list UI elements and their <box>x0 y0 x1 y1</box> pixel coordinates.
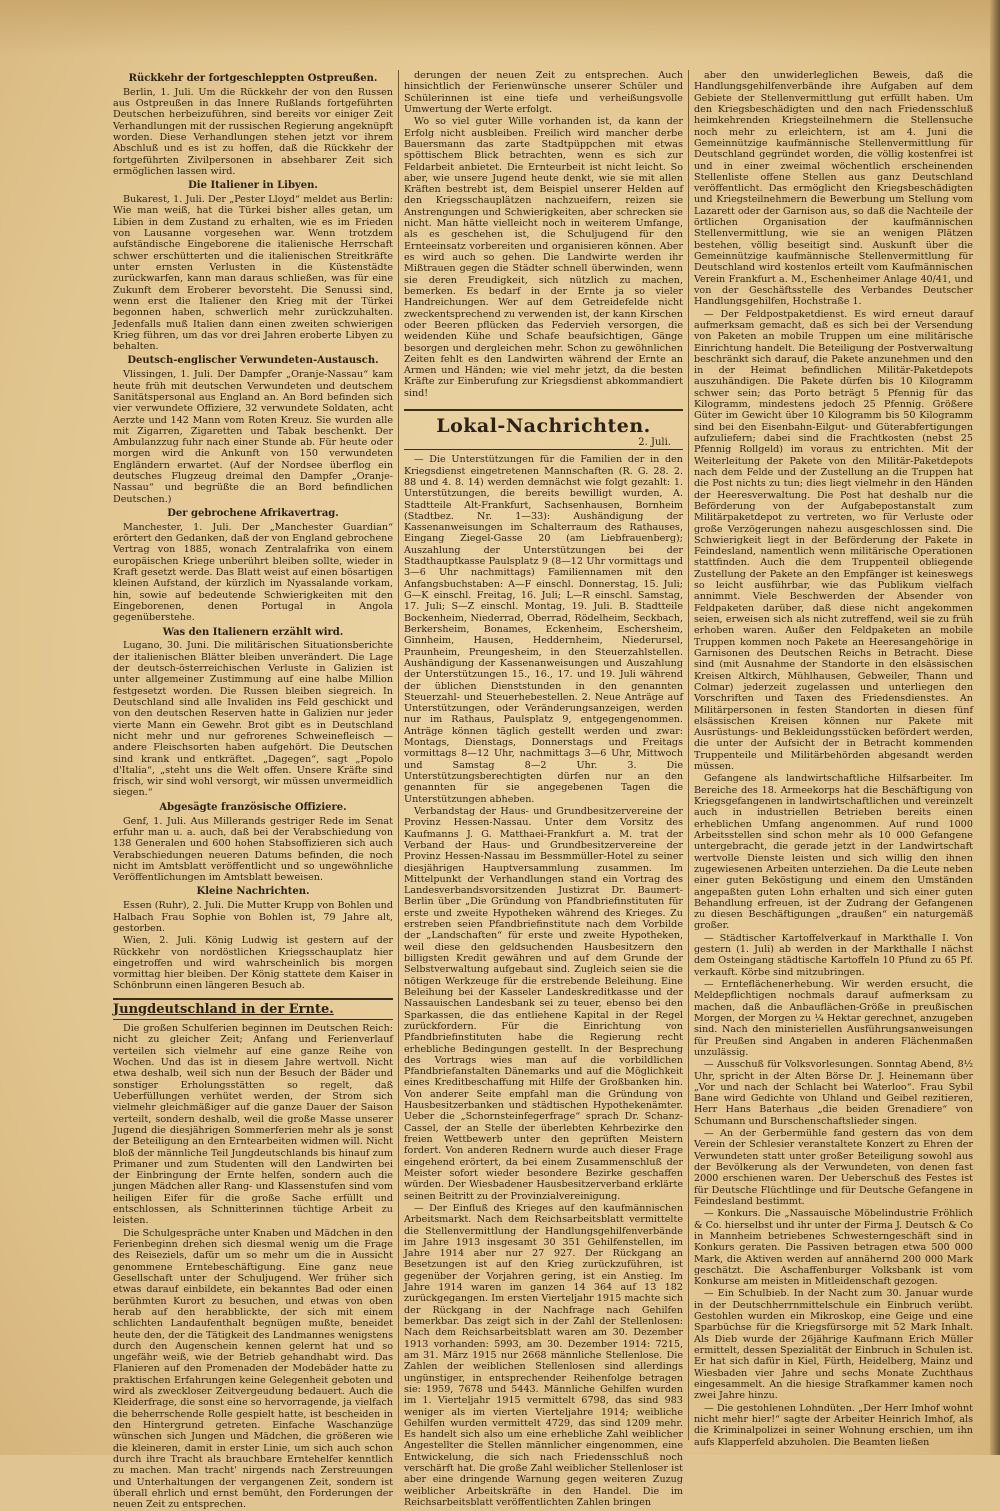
article-paragraph: — Ein Schulbieb. In der Nacht zum 30. Januar wurde in der Deutschherrnmittelschule ein Einbruch verübt. Gestohlen wurden ein Mikroskop, eine Geige und eine Sparbüchse für die Kriegsfürsorge mit 52 Mark Inhalt. Als Dieb wurde der 26jährige Kaufmann Erich Müller ermittelt, dessen Spezialität der Einbruch in Schulen ist. Er hat sich dafür in Kiel, Fürth, Heidelberg, Mainz und Wiesbaden vier Jahre und sechs Monate Zuchthaus eingesammelt. An die hiesige Strafkammer kamen noch zwei Jahre hinzu. <box>694 1288 973 1402</box>
article-paragraph: Gefangene als landwirtschaftliche Hilfsarbeiter. Im Bereiche des 18. Armeekorps hat die Beschäftigung von Kriegsgefangenen in landwirtschaftlichen und vereinzelt auch in industriellen Betrieben bereits einen erheblichen Umfang angenommen. Auf rund 1000 Arbeitsstellen sind schon mehr als 10 000 Gefangene untergebracht, die gerade jetzt in der Landwirtschaft wertvolle Dienste leisten und sich willig den ihnen zugewiesenen Arbeiten unterziehen. Da die Leute neben einer guten Beköstigung und einem den Umständen angepaßten guten Lohn erhalten und sich einer guten Behandlung erfreuen, ist der Zudrang der Gefangenen zu diesen Beschäftigungen „draußen“ ein naturgemäß großer. <box>694 773 973 932</box>
article-paragraph: — Ausschuß für Volksvorlesungen. Sonntag Abend, 8½ Uhr, spricht in der Alten Börse Dr. J. Heinemann über „Vor und nach der Schlacht bei Waterloo“. Frau Sybil Bane wird Gedichte von Uhland und Geibel rezitieren, Herr Hans Baterhaus „die beiden Grenadiere“ von Schumann und Burschenschaftslieder singen. <box>694 1059 973 1127</box>
article-paragraph: Bukarest, 1. Juli. Der „Pester Lloyd“ meldet aus Berlin: Wie man weiß, hat die Türkei bisher alles getan, um Libien in dem Zustand zu erhalten, wie es im Frieden von Lausanne vorgesehen war. Wenn trotzdem aufständische Eingeborene die italienische Herrschaft schwer erschütterten und die italienischen Streitkräfte unter ernsten Verlusten in die Küstenstädte zurückwarfen, kann man daraus schließen, was für eine Zukunft dem Eroberer bevorsteht. Die Senussi sind, wenn erst die Italiener den Krieg mit der Türkei begonnen haben, schwerlich mehr zurückzuhalten. Jedenfalls muß Italien dann einen zweiten schwierigen Krieg führen, um das vor drei Jahren eroberte Libyen zu behalten. <box>113 194 393 353</box>
article-paragraph: Verbandstag der Haus- und Grundbesitzervereine der Provinz Hessen-Nassau. Unter dem Vorsitz des Kaufmanns J. G. Matthaei-Frankfurt a. M. trat der Verband der Haus- und Grundbesitzervereine der Provinz Hessen-Nassau im Bessmmüller-Hotel zu seiner diesjährigen Hauptversammlung zusammen. Im Mittelpunkt der Verhandlungen stand ein Vortrag des Landesverbandsvorsitzenden Justizrat Dr. Baumert-Berlin über „Die Gründung von Pfandbriefinstituten für erste und zweite Hypotheken während des Krieges. Zu erstreben seien Pfandbriefinstitute nach dem Vorbilde der „Landschaften“ für erste und zweite Hypotheken, weil diese den geldsuchenden Hausbesitzern den billigsten Kredit gewähren und auf dem Grunde der Selbstverwaltung aufgebaut sind. Zugleich seien sie die nötigen Werkzeuge für die erstrebende Beleihung. Eine Beleihung bei der Kasseler Landeskreditkasse und der Nassauischen Landesbank sei zu teuer, ebenso bei den Sparkassen, die das entliehene Kapital in der Regel zurückfordern. Für die Einrichtung von Pfandbriefinstituten habe die Regierung recht erhebliche Bedingungen gestellt. In der Besprechung des Vortrags wies man auf die vorbildlichen Pfandbriefanstalten Dänemarks und auf die Möglichkeit eines Kreditbeschaffung mit Hilfe der Großbanken hin. Von anderer Seite empfahl man die Gründung von Hausbesitzerbanken und städtischen Hypothekenämter. Ueber die „Schornsteinfegerfrage“ sprach Dr. Schanz-Cassel, der an Stelle der überlebten Kehrbezirke den freien Wettbewerb unter den geprüften Meistern fordert. Von anderen Rednern wurde auch dieser Frage eingehend erörtert, da bei einem Zusammenschluß der Meister sofort wieder besondere Bezirke geschaffen würden. Der Wiesbadener Hausbesitzerverband erklärte seinen Beitritt zu der Provinzialvereinigung. <box>404 805 683 1202</box>
section-heading: Deutsch-englischer Verwundeten-Austausch. <box>127 355 379 367</box>
article-paragraph: — Die Unterstützungen für die Familien der in den Kriegsdienst eingetretenen Mannschaften (R. G. 28. 2. 88 und 4. 8. 14) werden demnächst wie folgt gezahlt: 1. Unterstützungen, die bereits bewilligt wurden, A. Stadtteile Alt-Frankfurt, Sachsenhausen, Bornheim (Stadtbez. Nr. 1—33): Aushändigung der Kassenanweisungen im Schalterraum des Rathauses, Eingang Ziegel-Gasse 20 (am Liebfrauenberg); Auszahlung der Unterstützungen bei der Stadthauptkasse Paulsplatz 9 (8—12 Uhr vormittags und 3—6 Uhr nachmittags) Familiennamen mit den Anfangsbuchstaben: A—F einschl. Donnerstag, 15. Juli; G—K einschl. Freitag, 16. Juli; L—R einschl. Samstag, 17. Juli; S—Z einschl. Montag, 19. Juli. B. Stadtteile Bockenheim, Niederrad, Oberrad, Rödelheim, Seckbach, Berkersheim, Bonames, Eckenheim, Eschersheim, Ginnheim, Hausen, Heddernheim, Niederursel, Praunheim, Preungesheim, in den Steuerzahlstellen. Aushändigung der Kassenanweisungen und Auszahlung der Unterstützungen 15., 16., 17. und 19. Juli während der üblichen Dienststunden in den genannten Steuerzahl- und Steuerhebestellen. 2. Neue Anträge auf Unterstützungen, oder Veränderungsanzeigen, werden nur im Rathaus, Paulsplatz 9, entgegengenommen. Anträge können täglich gestellt werden und zwar: Montags, Dienstags, Donnerstags und Freitags vormittags 8—12 Uhr, nachmittags 3—6 Uhr, Mittwoch und Samstag 8—2 Uhr. 3. Die Unterstützungsberechtigten dürfen nur an den genannten für sie angegebenen Tagen die Unterstützungen abheben. <box>404 454 683 805</box>
column-middle <box>398 70 688 1509</box>
article-paragraph: — Die gestohlenen Lohndüten. „Der Herr Imhof wohnt nicht mehr hier!“ sagte der Arbeiter Heinrich Imhof, als die Kriminalpolizei in seiner Wohnung erschien, um ihn aufs Klapperfeld abzuholen. Die Beamten ließen <box>694 1402 973 1448</box>
article-paragraph: Die Schulgespräche unter Knaben und Mädchen in den Ferienbeginn drehen sich diesmal wenig um die Frage des Reiseziels, dafür um so mehr um die in Aussicht genommene Erntebeschäftigung. Eine ganz neue Gesellschaft unter der Schuljugend. Wer früher sich etwas darauf einbildete, ein bekanntes Bad oder einen berühmten Kurort zu besuchen, und etwas von oben herab auf den herabblickte, der sich mit einem schlichten Landaufenthalt begnügen mußte, beneidet heute den, der die Tätigkeit des Landmannes wenigstens durch den Augenschein kennen gelernt hat und so ungefähr weiß, wie der Betrieb gehandhabt wird. Das Flanieren auf den Promenaden der Modebäder hatte zu praktischen Erfahrungen keine Gelegenheit geboten und wird als zweckloser Zeitvergeudung bedauert. Auch die Kleiderfrage, die sonst eine so hervorragende, ja vielfach die beherrschende Rolle gespielt hatte, ist bescheiden in den Hintergrund getreten. Einfache Waschanzüge wünschen sich Jungen und Mädchen, die größeren wie die kleineren, damit in erster Linie, um sich auch schon durch ihre Tracht als brauchbare Erntehelfer kenntlich zu machen. Man tracht' nirgends nach Zerstreuungen und Unterhaltungen der vergangenen Zeit, sondern ist überall ehrlich und ernst bemüht, den Forderungen der neuen Zeit zu entsprechen. <box>113 1227 393 1511</box>
article-paragraph: Die großen Schulferien beginnen im Deutschen Reich: nicht zu gleicher Zeit; Anfang und Ferienverlauf verteilen sich vielmehr auf eine ganze Reihe von Wochen. Und das ist in diesem Jahre wertvoll. Nicht etwa deshalb, weil sich nun der Besuch der Bäder und sonstiger Erholungsstätten so regelt, daß Ueberfüllungen verhütet werden, der Strom sich vielmehr gleichmäßiger auf die ganze Dauer der Saison verteilt, sondern deshalb, weil die große Masse unserer Jugend die diesjährigen Sommerferien mehr als je sonst der Beteiligung an den Erntearbeiten widmen will. Nicht bloß der männliche Teil Jungdeutschlands bis hinauf zum Primaner und zum Studenten will den Landwirten bei der Einbringung der Ernte helfen, sondern auch die jungen Mädchen aller Rang- und Klassenstufen sind vom heiligen Eifer für die große Sache erfüllt und entschlossen, als Schnitterinnen tüchtige Arbeit zu leisten. <box>113 1023 393 1227</box>
article-paragraph: — Ernteflächenerhebung. Wir werden ersucht, die Meldepflichtigen nochmals darauf aufmerksam zu machen, daß die Anbauflächen-Größe in preußischen Morgen, der Morgen zu ¼ Hektar gerechnet, anzugeben sind. Nach den ministeriellen Ausführungsanweisungen für Preußen sind Angaben in anderen Flächenmaßen unzulässig. <box>694 979 973 1058</box>
article-paragraph: — Der Feldpostpaketdienst. Es wird erneut darauf aufmerksam gemacht, daß es sich bei der Versendung von Paketen an mobile Truppen um eine militärische Einrichtung handelt. Die Beteiligung der Postverwaltung beschränkt sich darauf, die Pakete anzunehmen und den in der Heimat befindlichen Militär-Paketdepots auszuhändigen. Die Pakete dürfen bis 10 Kilogramm schwer sein; das Porto beträgt 5 Pfennig für das Kilogramm, mindestens jedoch 25 Pfennig. Größere Güter im Gewicht über 10 Kilogramm bis 50 Kilogramm sind bei den Eisenbahn-Eilgut- und Güterabfertigungen aufzuliefern; dabei sind die Frachtkosten (nebst 25 Pfennig Rollgeld) im voraus zu entrichten. Mit der Weiterleitung der Pakete von den Militär-Paketdepots nach dem Felde und der Zustellung an die Truppen hat die Post nichts zu tun; dies liegt vielmehr in den Händen der Heeresverwaltung. Die Post hat deshalb nur die Beförderung von der Aufgabepostanstalt zum Militärpaketdepot zu vertreten, wo für Verluste oder große Verzögerungen nahezu ausgeschlossen sind. Die Schwierigkeit liegt in der Beförderung der Pakete in Feindesland, namentlich wenn militärische Operationen stattfinden. Auch die dem Truppenteil obliegende Zustellung der Pakete an den Empfänger ist keineswegs so leicht ausführbar, wie das Publikum vielfach annimmt. Viele Beschwerden der Absender von Feldpaketen darüber, daß diese nicht angekommen seien, erweisen sich als nicht zutreffend, weil sie zu früh erhoben waren. Außer den Feldpaketen an mobile Truppen kommen noch Pakete an Heeresangehörige in Garnisonen des Deutschen Reichs in Betracht. Diese sind (mit Ausnahme der Standorte in den elsässischen Kreisen Altkirch, Mühlhausen, Gebweiler, Thann und Colmar) jederzeit zugelassen und unterliegen den Vorschriften und Taxen des Friedensdienstes. An Militärpersonen in festen Standorten in diesen fünf elsässischen Kreisen können nur Pakete mit Ausrüstungs- und Bekleidungsstücken befördert werden, die unter der Aufsicht der in Betracht kommenden Truppenteile und Militärbehörden abgesandt werden müssen. <box>694 308 973 773</box>
section-heading: Rückkehr der fortgeschleppten Ostpreußen. <box>128 73 378 84</box>
section-masthead: Lokal-Nachrichten. <box>404 409 683 437</box>
feature-heading: Jungdeutschland in der Ernte. <box>113 998 393 1020</box>
article-paragraph: — An der Gerbermühle fand gestern das von dem Verein der Schlesier veranstaltete Konzert zu Ehren der Verwundeten statt unter großer Beteiligung sowohl aus der Bevölkerung als der Verwundeten, von denen fast 2000 erschienen waren. Der Ueberschuß des Festes ist für Deutsche Flüchtlinge und für Deutsche Gefangene in Feindesland bestimmt. <box>694 1128 973 1207</box>
section-heading: Abgesägte französische Offiziere. <box>159 801 347 813</box>
article-paragraph: — Städtischer Kartoffelverkauf in Markthalle I. Von gestern (1. Juli) ab werden in der Markthalle I nächst dem Osteingang städtische Kartoffeln 10 Pfund zu 65 Pf. verkauft. Körbe sind mitzubringen. <box>694 932 973 978</box>
page-edge-right <box>990 0 1000 1455</box>
section-heading: Der gebrochene Afrikavertrag. <box>167 508 339 520</box>
article-paragraph: Manchester, 1. Juli. Der „Manchester Guardian“ erörtert den Gedanken, daß der von England gebrochene Vertrag von 1885, wonach Zentralafrika von einem europäischen Kriege unberührt bleiben sollte, wieder in Kraft gesetzt werde. Das Blatt weist auf einen bösartigen kleinen Aufstand, der kürzlich im Nyassalande vorkam, hin, sowie auf bedeutende Schwierigkeiten mit den Eingeborenen, denen Portugal in Angola gegenüberstehe. <box>113 521 393 624</box>
section-heading: Kleine Nachrichten. <box>196 886 310 898</box>
article-paragraph: — Konkurs. Die „Nassauische Möbelindustrie Fröhlich & Co. hierselbst und ihr unter der Firma J. Deutsch & Co in Mannheim betriebenes Schwesterngeschäft sind in Konkurs geraten. Die Passiven betragen etwa 500 000 Mark, die Aktiven werden auf annähernd 200 000 Mark geschätzt. Die Aschaffenburger Volksbank ist vom Konkurse am meisten in Mitleidenschaft gezogen. <box>694 1208 973 1288</box>
dateline: 2. Juli. <box>404 437 683 450</box>
section-heading: Was den Italienern erzählt wird. <box>162 626 344 638</box>
column-left <box>108 70 398 1511</box>
article-paragraph: Lugano, 30. Juni. Die militärischen Situationsberichte der italienischen Blätter bleiben unverändert. Die Lage der deutsch-österreichischen Verluste in Galizien ist unter allgemeiner Zustimmung auf eine halbe Million festgesetzt worden. Die Russen bleiben siegreich. In Deutschland sind alle Invaliden ins Feld geschickt und von den deutschen Reserven hatte in Galizien nur jeder vierte Mann ein Gewehr. Brot gibt es in Deutschland nicht mehr und nur gefrorenes Schweinefleisch — andere Fleischsorten haben aufgehört. Die Deutschen sind krank und entkräftet. „Dagegen“, sagt „Popolo d'Italia“, „steht uns die Welt offen. Unsere Kräfte sind frisch, wir sind wohl versorgt, wir müssen unvermeidlich siegen.“ <box>113 640 393 799</box>
article-paragraph: — Der Einfluß des Krieges auf den kaufmännischen Arbeitsmarkt. Nach dem Reichsarbeitsblatt vermittelte die Stellenvermittlung der Handlungsgehilfenverbände im Jahre 1913 insgesamt 30 351 Gehilfenstellen, im Jahre 1914 aber nur 27 927. Der Rückgang an Besetzungen ist auf den Krieg zurückzuführen, ist gegenüber der Vorjahren gering, ist ein Anstieg. Im Jahre 1914 waren im ganzen 14 364 auf 13 182 zurückgegangen. Im ersten Vierteljahr 1915 machte sich der Rückgang in der Nachfrage nach Gehilfen bemerkbar. Das zeigt sich in der Zahl der Stellenlosen: Nach dem Reichsarbeitsblatt waren am 30. Dezember 1913 vorhanden: 5993, am 30. Dezember 1914: 7215, am 31. März 1915 nur 2668 männliche Stellenlose. Die Zahlen der weiblichen Stellenlosen sind allerdings ungünstiger, in entsprechender Reihenfolge betragen sie: 1959, 7678 und 5443. Männliche Gehilfen wurden im 1. Vierteljahr 1915 vermittelt 6798, das sind 983 weniger als im vierten Vierteljahre 1914; weibliche Gehilfen wurden vermittelt 4729, das sind 1209 mehr. Es handelt sich also um eine erhebliche Zahl weiblicher Angestellter die Stellen männlicher eingenommen, eine Entwickelung, die sich nach Friedensschluß noch verschärft hat. Die große Zahl weiblicher Stellenloser ist aber eine dringende Warnung gegen weiteren Zuzug weiblicher Arbeitskräfte in den Handel. Die im Reichsarbeitsblatt veröffentlichten Zahlen bringen <box>404 1202 683 1509</box>
article-paragraph: Essen (Ruhr), 2. Juli. Die Mutter Krupp von Bohlen und Halbach Frau Sophie von Bohlen ist, 79 Jahre alt, gestorben. <box>113 900 393 934</box>
article-paragraph: Wo so viel guter Wille vorhanden ist, da kann der Erfolg nicht ausbleiben. Freilich wird mancher derbe Bauersmann das zarte Stadtpüppchen mit etwas spöttischem Blick betrachten, wenn es sich zur Feldarbeit anbietet. Die Ernteurbeit ist nicht leicht. So aber, wie unsere Jugend heute denkt, wie sie mit allen Kräften bestrebt ist, dem Beispiel unserer Helden auf den Kriegsschauplätzen nachzueifern, reizen sie Anstrengungen und Schwierigkeiten, aber schrecken sie nicht. Man hätte vielleicht noch in weiterem Umfange, als es geschehen ist, die Schuljugend für den Ernteeinsatz vorbereiten und organisieren können. Aber es wird auch so gehen. Die Landwirte werden ihr Mißtrauen gegen die Städter schnell überwinden, wenn sie deren Freudigkeit, sich nützlich zu machen, bemerken. Es bedarf in der Ernte ja so vieler Handreichungen. Wer auf dem Getreidefelde nicht zweckentsprechend zu verwenden ist, der kann Kirschen oder Beeren pflücken das Federvieh versorgen, die weidenden Kühe und Schafe beaufsichtigen, Gänge besorgen und dergleichen mehr. Schon zu gewöhnlichen Zeiten fehlt es den Landwirten während der Ernte an Armen und Händen; wie viel mehr jetzt, da die besten Kräfte zur Einberufung zur Kriegsdienst abkommandiert sind! <box>404 116 683 399</box>
article-paragraph: Wien, 2. Juli. König Ludwig ist gestern auf der Rückkehr von nordöstlichen Kriegsschauplatz hier eingetroffen und wird wahrscheinlich bis morgen vormittag hier bleiben. Der König stattete dem Kaiser in Schönbrunn einen längeren Besuch ab. <box>113 935 393 992</box>
newspaper-columns <box>108 70 980 1511</box>
article-paragraph: Berlin, 1. Juli. Um die Rückkehr der von den Russen aus Ostpreußen in das Innere Rußlands fortgeführten Deutschen herbeizuführen, sind bereits vor einiger Zeit Verhandlungen mit der russischen Regierung angeknüpft worden. Diese Verhandlungen stehen jetzt vor ihrem Abschluß und es ist zu hoffen, daß die Rückkehr der fortgeführten Zivilpersonen in absehbarer Zeit sich ermöglichen lassen wird. <box>113 86 393 177</box>
article-paragraph: Genf, 1. Juli. Aus Millerands gestriger Rede im Senat erfuhr man u. a. auch, daß bei der Verabschiedung von 138 Generalen und 600 hohen Stabsoffizieren sich auch Verabschiedungen neueren Datums befinden, die noch nicht im Amtsblatt veröffentlicht und so ungewöhnliche Veröffentlichungen im Amtsblatt beweisen. <box>113 815 393 884</box>
article-paragraph: derungen der neuen Zeit zu entsprechen. Auch hinsichtlich der Ferienwünsche unserer Schüler und Schülerinnen ist eine tiefe und verheißungsvolle Umwertung der Werte erfolgt. <box>404 70 683 115</box>
article-paragraph: Vlissingen, 1. Juli. Der Dampfer „Oranje-Nassau“ kam heute früh mit deutschen Verwundeten und deutschem Sanitätspersonal aus England an. An Bord befinden sich vier verwundete Offiziere, 32 verwundete Soldaten, acht Aerzte und 142 Mann vom Roten Kreuz. Sie wurden alle mit Zigarren, Zigaretten und Tabak beschenkt. Der Ambulanzzug fuhr nach einer Stunde ab. Für heute oder morgen wird die Ankunft von 150 verwundeten Engländern erwartet. (Auf der Nordsee überflog ein deutsches Flugzeug dreimal den Dampfer „Oranje-Nassau“ und begrüßte die an Bord befindlichen Deutschen.) <box>113 369 393 505</box>
page-shadow-top <box>0 0 1000 56</box>
column-right <box>688 70 978 1448</box>
section-heading: Die Italiener in Libyen. <box>188 180 318 192</box>
article-paragraph: aber den unwiderleglichen Beweis, daß die Handlungsgehilfenverbände ihre Aufgaben auf dem Gebiete der Stellenvermittlung gut erfüllt haben. Um den Kriegsbeschädigten und den nach Friedensschluß heimkehrenden Kriegsteilnehmern die Stellensuche noch mehr zu erleichtern, ist am 4. Juni die Gemeinnützige kaufmännische Stellenvermittlung für Deutschland gegründet worden, die völlig kostenfrei ist und in einer zweimal wöchentlich erscheinenden Stellenliste offene Stellen aus ganz Deutschland veröffentlicht. Das ermöglicht den Kriegsbeschädigten und Kriegsteilnehmern die Bewerbung um Stellung vom Lazarett oder der Garnison aus, so daß die Nachteile der örtlichen Organisation der kaufmännischen Stellenvermittlung, wie sie an wenigen Plätzen bestehen, völlig beseitigt sind. Auskunft über die Gemeinnützige kaufmännische Stellenvermittlung für Deutschland wird kostenlos erteilt vom Kaufmännischen Verein Frankfurt a. M., Eschenheimer Anlage 40/41, und von der Geschäftsstelle des Verbandes Deutscher Handlungsgehilfen, Hochstraße 1. <box>694 70 973 308</box>
